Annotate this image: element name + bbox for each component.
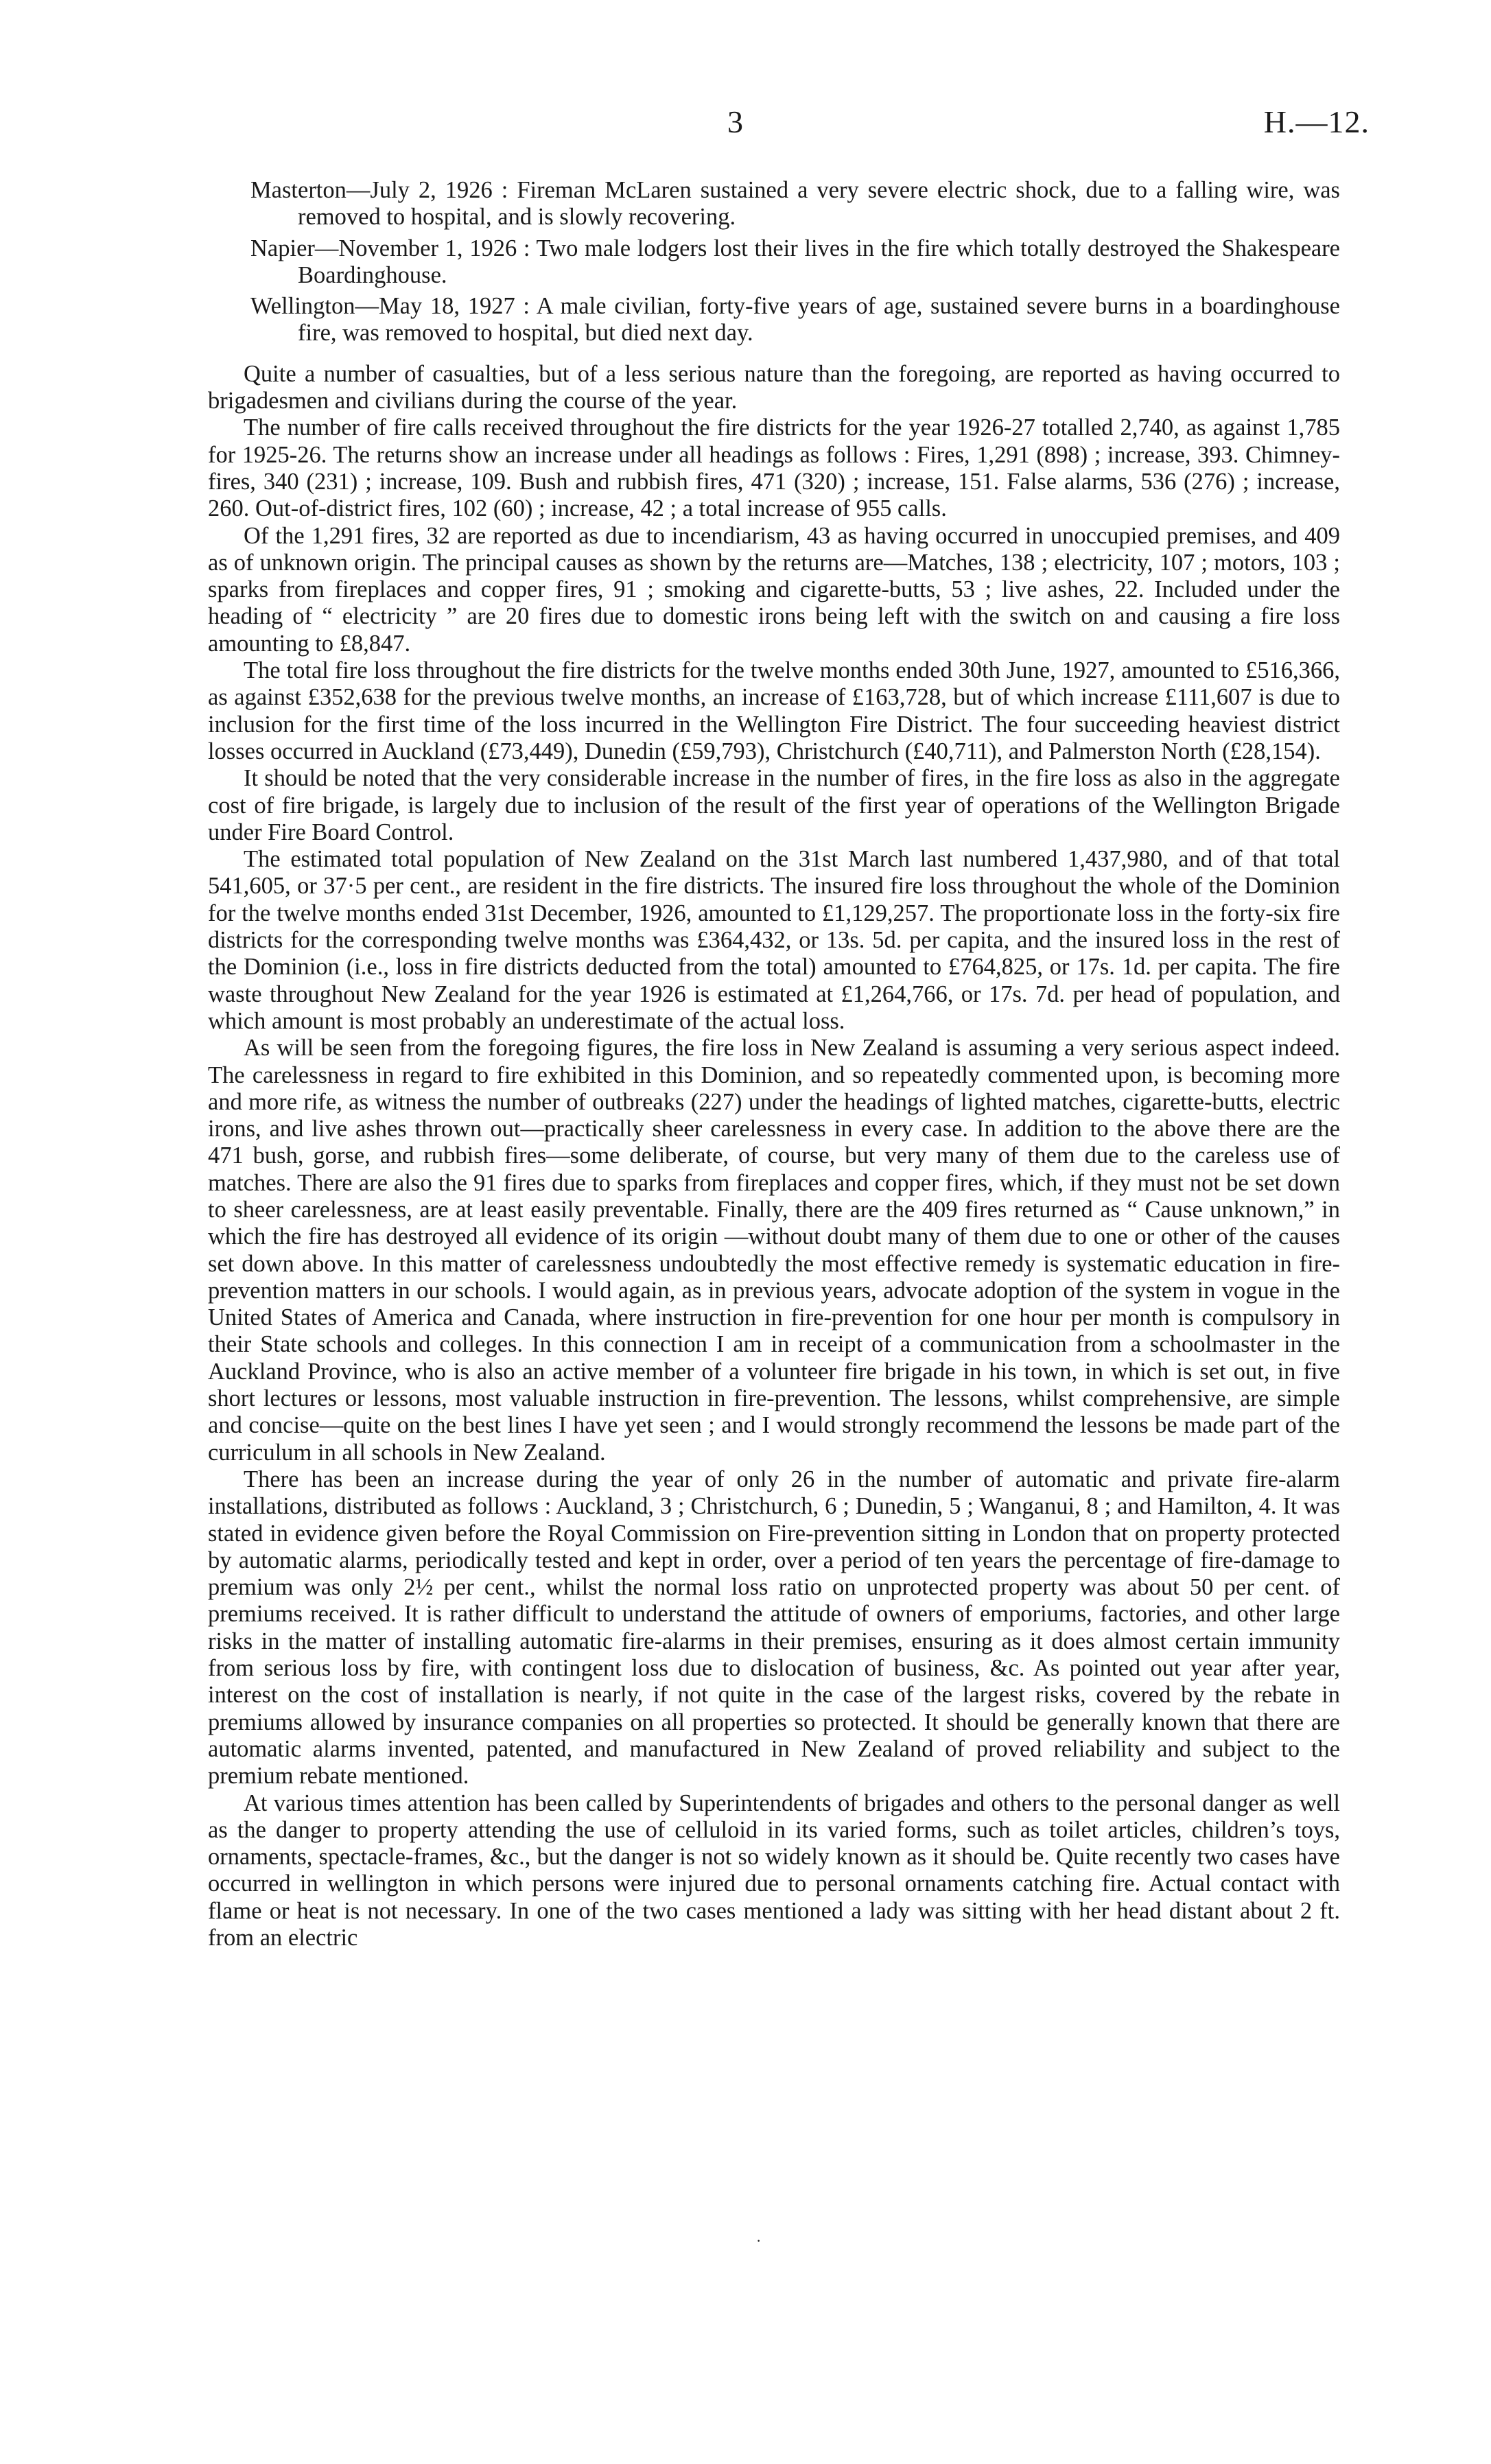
- paragraph: The total fire loss throughout the fire districts for the twelve months ended 30th June, 1927, amounted to £516,366, as against £352,638 for the previous twelve months, an increase of £163,728, but of which increase £111,607 is due to inclusion for the first time of the loss incurred in the Wellington Fire District. The four succeeding heaviest district losses occurred in Auckland (£73,449), Dunedin (£59,793), Christchurch (£40,711), and Palmerston North (£28,154).: [208, 657, 1340, 764]
- body-text: [208, 177, 1340, 1951]
- casualty-entry: Wellington—May 18, 1927 : A male civilian, forty-five years of age, sustained severe burns in a boardinghouse fire, was removed to hospital, but died next day.: [250, 293, 1340, 347]
- footer-mark: ·: [756, 2232, 762, 2249]
- paragraph: Of the 1,291 fires, 32 are reported as due to incendiarism, 43 as having occurred in unoccupied premises, and 409 as of unknown origin. The principal causes as shown by the returns are—Matches, 138 ; electricity, 107 ; motors, 103 ; sparks from fireplaces and copper fires, 91 ; smoking and cigarette-butts, 53 ; live ashes, 22. Included under the heading of “ electricity ” are 20 fires due to domestic irons being left with the switch on and causing a fire loss amounting to £8,847.: [208, 522, 1340, 657]
- document-code: H.—12.: [1263, 104, 1370, 139]
- paragraph: Quite a number of casualties, but of a less serious nature than the foregoing, are reported as having occurred to brigadesmen and civilians during the course of the year.: [208, 360, 1340, 414]
- paragraph: There has been an increase during the year of only 26 in the number of automatic and private fire-alarm installations, distributed as follows : Auckland, 3 ; Christchurch, 6 ; Dunedin, 5 ; Wanganui, 8 ; and Hamilton, 4. It was stated in evidence given before the Royal Commission on Fire-prevention sitting in London that on property protected by automatic alarms, periodically tested and kept in order, over a period of ten years the percentage of fire-damage to premium was only 2½ per cent., whilst the normal loss ratio on unprotected property was about 50 per cent. of premiums received. It is rather difficult to understand the attitude of owners of emporiums, factories, and other large risks in the matter of installing automatic fire-alarms in their premises, ensuring as it does almost certain immunity from serious loss by fire, with contingent loss due to dislocation of business, &c. As pointed out year after year, interest on the cost of installation is nearly, if not quite in the case of the largest risks, covered by the rebate in premiums allowed by insurance companies on all properties so protected. It should be generally known that there are automatic alarms invented, patented, and manufactured in New Zealand of proved reliability and subject to the premium rebate mentioned.: [208, 1466, 1340, 1790]
- casualty-entry: Napier—November 1, 1926 : Two male lodgers lost their lives in the fire which totally destroyed the Shakespeare Boardinghouse.: [250, 235, 1340, 288]
- paragraph: It should be noted that the very considerable increase in the number of fires, in the fire loss as also in the aggregate cost of fire brigade, is largely due to inclusion of the result of the first year of operations of the Wellington Brigade under Fire Board Control.: [208, 765, 1340, 845]
- paragraph: At various times attention has been called by Superintendents of brigades and others to the personal danger as well as the danger to property attending the use of celluloid in its varied forms, such as toilet articles, children’s toys, ornaments, spectacle-frames, &c., but the danger is not so widely known as it should be. Quite recently two cases have occurred in wellington in which persons were injured due to personal ornaments catching fire. Actual contact with flame or heat is not necessary. In one of the two cases mentioned a lady was sitting with her head distant about 2 ft. from an electric: [208, 1790, 1340, 1951]
- page-number: 3: [727, 104, 743, 139]
- casualty-entry: Masterton—July 2, 1926 : Fireman McLaren sustained a very severe electric shock, due to a falling wire, was removed to hospital, and is slowly recovering.: [250, 177, 1340, 231]
- paragraph: The number of fire calls received throughout the fire districts for the year 1926-27 totalled 2,740, as against 1,785 for 1925-26. The returns show an increase under all headings as follows : Fires, 1,291 (898) ; increase, 393. Chimney-fires, 340 (231) ; increase, 109. Bush and rubbish fires, 471 (320) ; increase, 151. False alarms, 536 (276) ; increase, 260. Out-of-district fires, 102 (60) ; increase, 42 ; a total increase of 955 calls.: [208, 414, 1340, 522]
- paragraph: The estimated total population of New Zealand on the 31st March last numbered 1,437,980, and of that total 541,605, or 37·5 per cent., are resident in the fire districts. The insured fire loss throughout the whole of the Dominion for the twelve months ended 31st December, 1926, amounted to £1,129,257. The proportionate loss in the forty-six fire districts for the corresponding twelve months was £364,432, or 13s. 5d. per capita, and the insured loss in the rest of the Dominion (i.e., loss in fire districts deducted from the total) amounted to £764,825, or 17s. 1d. per capita. The fire waste throughout New Zealand for the year 1926 is estimated at £1,264,766, or 17s. 7d. per head of population, and which amount is most probably an underestimate of the actual loss.: [208, 846, 1340, 1034]
- paragraph: As will be seen from the foregoing figures, the fire loss in New Zealand is assuming a very serious aspect indeed. The carelessness in regard to fire exhibited in this Dominion, and so repeatedly commented upon, is becoming more and more rife, as witness the number of outbreaks (227) under the headings of lighted matches, cigarette-butts, electric irons, and live ashes thrown out—practically sheer carelessness in every case. In addition to the above there are the 471 bush, gorse, and rubbish fires—some deliberate, of course, but very many of them due to the careless use of matches. There are also the 91 fires due to sparks from fireplaces and copper fires, which, if they must not be set down to sheer carelessness, are at least easily preventable. Finally, there are the 409 fires returned as “ Cause unknown,” in which the fire has destroyed all evidence of its origin —without doubt many of them due to one or other of the causes set down above. In this matter of carelessness undoubtedly the most effective remedy is systematic education in fire-prevention matters in our schools. I would again, as in previous years, advocate adoption of the system in vogue in the United States of America and Canada, where instruction in fire-prevention for one hour per month is compulsory in their State schools and colleges. In this connection I am in receipt of a communication from a schoolmaster in the Auckland Province, who is also an active member of a volunteer fire brigade in his town, in which is set out, in five short lectures or lessons, most valuable instruction in fire-prevention. The lessons, whilst comprehensive, are simple and concise—quite on the best lines I have yet seen ; and I would strongly recommend the lessons be made part of the curriculum in all schools in New Zealand.: [208, 1035, 1340, 1466]
